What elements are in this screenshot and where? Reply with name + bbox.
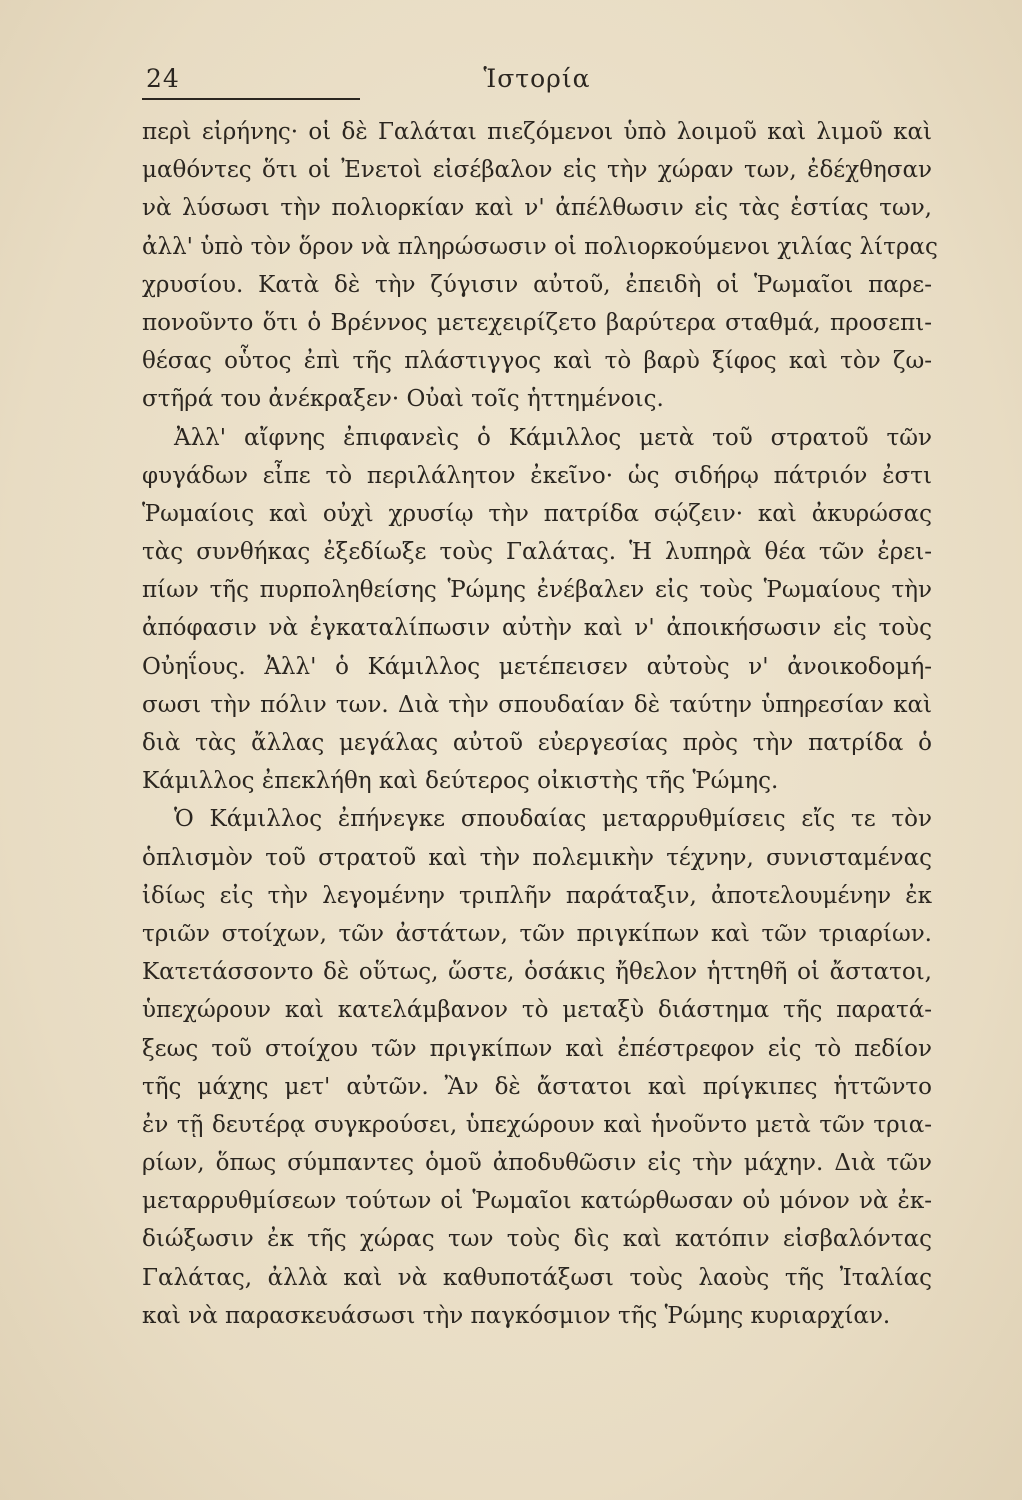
text-line: θέσας οὗτος ἐπὶ τῆς πλάστιγγος καὶ τὸ βαρὺ ξίφος καὶ τὸν ζω- <box>142 348 932 375</box>
text-line: φυγάδων εἶπε τὸ περιλάλητον ἐκεῖνο· ὡς σιδήρῳ πάτριόν ἐστι <box>142 462 932 489</box>
text-line: πονοῦντο ὅτι ὁ Βρέννος μετεχειρίζετο βαρύτερα σταθμά, προσεπι- <box>142 309 932 336</box>
text-line: ξεως τοῦ στοίχου τῶν πριγκίπων καὶ ἐπέστρεφον εἰς τὸ πεδίον <box>142 1035 932 1062</box>
text-line: μαθόντες ὅτι οἱ Ἐνετοὶ εἰσέβαλον εἰς τὴν χώραν των, ἐδέχθησαν <box>142 157 932 184</box>
text-line: διὰ τὰς ἄλλας μεγάλας αὐτοῦ εὐεργεσίας πρὸς τὴν πατρίδα ὁ <box>142 730 932 756</box>
header-rule <box>142 98 360 100</box>
text-line: τῆς μάχης μετ' αὐτῶν. Ἂν δὲ ἄστατοι καὶ πρίγκιπες ἡττῶντο <box>142 1073 932 1100</box>
text-line: ὁπλισμὸν τοῦ στρατοῦ καὶ τὴν πολεμικὴν τέχνην, συνισταμένας <box>142 844 932 871</box>
text-line: ρίων, ὅπως σύμπαντες ὁμοῦ ἀποδυθῶσιν εἰς τὴν μάχην. Διὰ τῶν <box>142 1150 932 1177</box>
text-line: ἰδίως εἰς τὴν λεγομένην τριπλῆν παράταξιν, ἀποτελουμένην ἐκ <box>142 882 932 909</box>
text-line: καὶ νὰ παρασκευάσωσι τὴν παγκόσμιον τῆς Ῥώμης κυριαρχίαν. <box>142 1302 891 1329</box>
text-line: ὑπεχώρουν καὶ κατελάμβανον τὸ μεταξὺ διάστημα τῆς παρατά- <box>142 997 932 1024</box>
text-line: χρυσίου. Κατὰ δὲ τὴν ζύγισιν αὐτοῦ, ἐπειδὴ οἱ Ῥωμαῖοι παρε- <box>142 271 932 298</box>
page-header <box>142 60 932 102</box>
text-line: μεταρρυθμίσεων τούτων οἱ Ῥωμαῖοι κατώρθωσαν οὐ μόνον νὰ ἐκ- <box>142 1188 932 1215</box>
text-line: ἀλλ' ὑπὸ τὸν ὅρον νὰ πληρώσωσιν οἱ πολιορκούμενοι χιλίας λίτρας <box>142 233 938 260</box>
text-line: Γαλάτας, ἀλλὰ καὶ νὰ καθυποτάξωσι τοὺς λαοὺς τῆς Ἰταλίας <box>142 1264 932 1291</box>
text-line: διώξωσιν ἐκ τῆς χώρας των τοὺς δὶς καὶ κατόπιν εἰσβαλόντας <box>142 1226 932 1253</box>
text-line: περὶ εἰρήνης· οἱ δὲ Γαλάται πιεζόμενοι ὑπὸ λοιμοῦ καὶ λιμοῦ καὶ <box>142 119 932 145</box>
text-line: Κατετάσσοντο δὲ οὕτως, ὥστε, ὁσάκις ἤθελον ἡττηθῆ οἱ ἄστατοι, <box>142 959 932 986</box>
text-line: ἀπόφασιν νὰ ἐγκαταλίπωσιν αὐτὴν καὶ ν' ἀποικήσωσιν εἰς τοὺς <box>142 615 932 642</box>
text-line: Οὐηΐους. Ἀλλ' ὁ Κάμιλλος μετέπεισεν αὐτοὺς ν' ἀνοικοδομή- <box>142 653 932 680</box>
paragraph-start-line: Ἀλλ' αἴφνης ἐπιφανεὶς ὁ Κάμιλλος μετὰ τοῦ στρατοῦ τῶν <box>174 424 932 451</box>
text-line: νὰ λύσωσι τὴν πολιορκίαν καὶ ν' ἀπέλθωσιν εἰς τὰς ἑστίας των, <box>142 195 932 222</box>
paragraph-start-line: Ὁ Κάμιλλος ἐπήνεγκε σπουδαίας μεταρρυθμίσεις εἴς τε τὸν <box>174 806 932 833</box>
text-line: τὰς συνθήκας ἐξεδίωξε τοὺς Γαλάτας. Ἡ λυπηρὰ θέα τῶν ἐρει- <box>142 539 932 566</box>
body-text <box>142 113 938 1335</box>
text-line: σωσι τὴν πόλιν των. Διὰ τὴν σπουδαίαν δὲ ταύτην ὑπηρεσίαν καὶ <box>142 691 932 718</box>
text-line: στῆρά του ἀνέκραξεν· Οὐαὶ τοῖς ἡττημένοις. <box>142 386 664 413</box>
text-line: τριῶν στοίχων, τῶν ἀστάτων, τῶν πριγκίπων καὶ τῶν τριαρίων. <box>142 920 932 947</box>
text-line: Ῥωμαίοις καὶ οὐχὶ χρυσίῳ τὴν πατρίδα σῴζειν· καὶ ἀκυρώσας <box>142 500 932 527</box>
text-line: Κάμιλλος ἐπεκλήθη καὶ δεύτερος οἰκιστὴς τῆς Ῥώμης. <box>142 768 779 795</box>
text-line: πίων τῆς πυρποληθείσης Ῥώμης ἐνέβαλεν εἰς τοὺς Ῥωμαίους τὴν <box>142 577 932 604</box>
running-title: Ἱστορία <box>483 64 591 93</box>
text-line: ἐν τῇ δευτέρᾳ συγκρούσει, ὑπεχώρουν καὶ ἡνοῦντο μετὰ τῶν τρια- <box>142 1111 932 1138</box>
page-number: 24 <box>146 64 180 93</box>
